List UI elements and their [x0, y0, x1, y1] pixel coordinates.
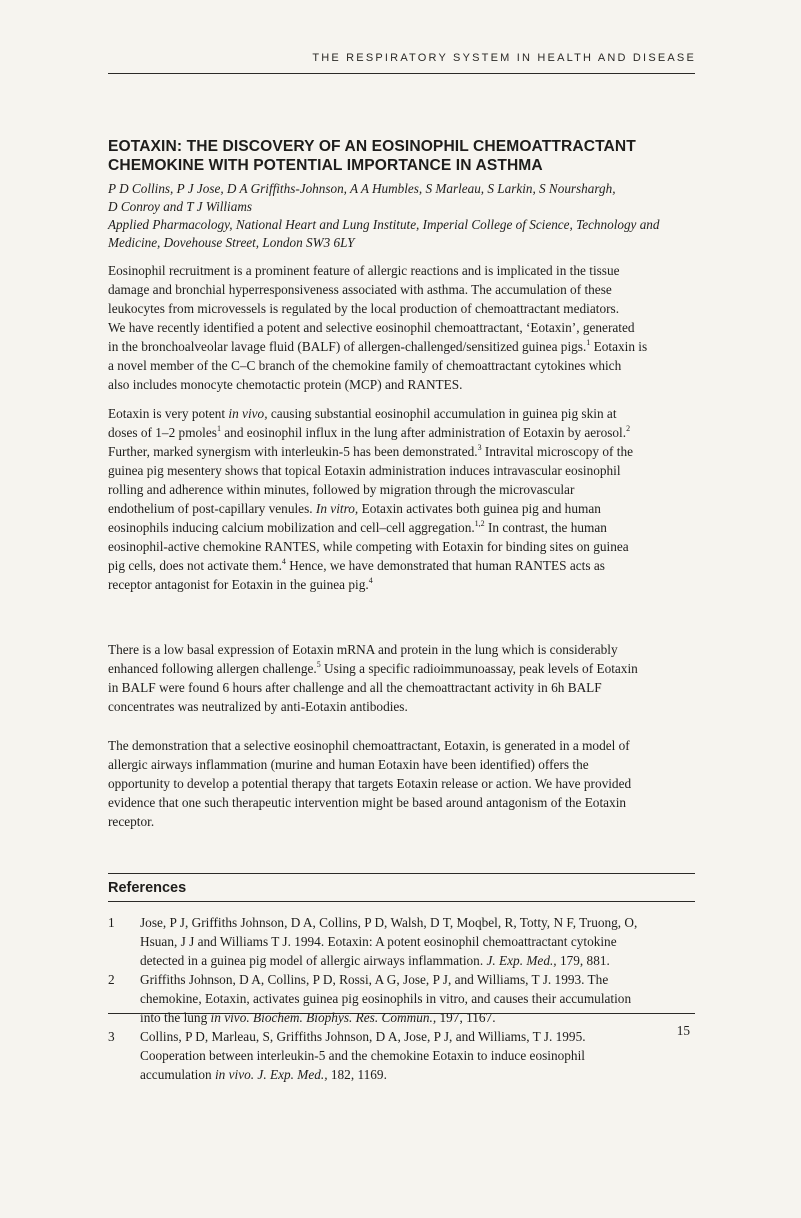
journal-name: in vivo. J. Exp. Med.,: [214, 1067, 328, 1082]
text-line: [108, 575, 708, 594]
text-line: Eosinophil recruitment is a prominent feature of allergic reactions and is implicated in the tissue: [108, 263, 620, 278]
authors-line-1: P D Collins, P J Jose, D A Griffiths-Johnson, A A Humbles, S Marleau, S Larkin, S Nourshargh,: [108, 181, 616, 196]
text-line: Hsuan, J J and Williams T J. 1994. Eotaxin: A potent eosinophil chemoattractant cytokine: [140, 934, 617, 949]
text-span: Further, marked synergism with interleukin-5 has been demonstrated.: [108, 444, 478, 459]
affiliation-line-2: Medicine, Dovehouse Street, London SW3 6LY: [108, 235, 355, 250]
text-line: receptor.: [108, 814, 155, 829]
text-line: [108, 499, 708, 518]
author-block: [108, 180, 708, 252]
references-heading-rule: [108, 901, 695, 902]
text-span: Hence, we have demonstrated that human RANTES acts as: [285, 558, 605, 573]
text-line: Cooperation between interleukin-5 and the chemokine Eotaxin to induce eosinophil: [140, 1048, 585, 1063]
text-span: doses of 1–2 pmoles: [108, 425, 217, 440]
footer-rule: [108, 1013, 695, 1014]
text-span: Using a specific radioimmunoassay, peak levels of Eotaxin: [320, 661, 638, 676]
italic-term: In vitro,: [315, 501, 359, 516]
citation-superscript: 4: [368, 576, 373, 585]
text-line: [140, 1008, 708, 1027]
text-line: rolling and adherence within minutes, followed by migration through the microvascular: [108, 482, 575, 497]
text-line: in BALF were found 6 hours after challenge and all the chemoattractant activity in 6h BALF: [108, 680, 602, 695]
authors-line-2: D Conroy and T J Williams: [108, 199, 252, 214]
text-line: guinea pig mesentery shows that topical Eotaxin administration induces intravascular eosinophil: [108, 463, 621, 478]
citation-superscript: 1: [216, 424, 221, 433]
text-span: endothelium of post-capillary venules.: [108, 501, 316, 516]
reference-item: [108, 1027, 708, 1084]
text-span: in the bronchoalveolar lavage fluid (BALF) of allergen-challenged/sensitized guinea pigs.: [108, 339, 587, 354]
text-line: [108, 659, 708, 678]
citation-superscript: 2: [626, 424, 631, 433]
references-heading: References: [108, 880, 187, 896]
text-line: [108, 442, 708, 461]
text-span: enhanced following allergen challenge.: [108, 661, 317, 676]
reference-list: [108, 913, 708, 1084]
text-span: 197, 1167.: [436, 1010, 496, 1025]
text-line: [140, 1065, 708, 1084]
text-line: The demonstration that a selective eosinophil chemoattractant, Eotaxin, is generated in a model of: [108, 738, 630, 753]
text-line: There is a low basal expression of Eotaxin mRNA and protein in the lung which is considerably: [108, 642, 618, 657]
references-top-rule: [108, 873, 695, 874]
citation-superscript: 1: [586, 338, 591, 347]
text-span: 179, 881.: [556, 953, 610, 968]
text-line: [140, 951, 708, 970]
text-line: [108, 518, 708, 537]
text-line: opportunity to develop a potential therapy that targets Eotaxin release or action. We have provided: [108, 776, 632, 791]
text-line: [108, 404, 708, 423]
journal-name: J. Exp. Med.,: [486, 953, 557, 968]
italic-term: in vivo,: [228, 406, 268, 421]
paragraph-1: [108, 261, 708, 394]
text-span: Eotaxin is very potent: [108, 406, 229, 421]
text-span: 182, 1169.: [327, 1067, 387, 1082]
text-span: and eosinophil influx in the lung after administration of Eotaxin by aerosol.: [220, 425, 627, 440]
text-line: [108, 337, 708, 356]
text-line: Jose, P J, Griffiths Johnson, D A, Collins, P D, Walsh, D T, Moqbel, R, Totty, N F, Truong, O,: [140, 915, 638, 930]
reference-number: 3: [108, 1029, 115, 1044]
text-line: Collins, P D, Marleau, S, Griffiths Johnson, D A, Jose, P J, and Williams, T J. 1995.: [140, 1029, 586, 1044]
paragraph-2: [108, 404, 708, 594]
text-span: Eotaxin activates both guinea pig and human: [358, 501, 601, 516]
citation-superscript: 5: [316, 660, 321, 669]
text-span: causing substantial eosinophil accumulation in guinea pig skin at: [267, 406, 617, 421]
journal-name: in vivo. Biochem. Biophys. Res. Commun.,: [210, 1010, 437, 1025]
reference-number: 1: [108, 915, 115, 930]
text-span: Eotaxin is: [590, 339, 648, 354]
text-span: receptor antagonist for Eotaxin in the guinea pig.: [108, 577, 369, 592]
text-span: In contrast, the human: [484, 520, 607, 535]
reference-number: 2: [108, 972, 115, 987]
text-line: [108, 556, 708, 575]
article-title: [108, 137, 698, 175]
text-line: [108, 423, 708, 442]
page-number: 15: [676, 1023, 690, 1038]
text-span: Intravital microscopy of the: [481, 444, 633, 459]
text-line: eosinophil-active chemokine RANTES, while competing with Eotaxin for binding sites on guinea: [108, 539, 629, 554]
text-span: eosinophils inducing calcium mobilization and cell–cell aggregation.: [108, 520, 475, 535]
text-line: also includes monocyte chemotactic protein (MCP) and RANTES.: [108, 377, 463, 392]
text-line: chemokine, Eotaxin, activates guinea pig eosinophils in vitro, and causes their accumulation: [140, 991, 632, 1006]
reference-item: [108, 913, 708, 970]
title-line-2: CHEMOKINE WITH POTENTIAL IMPORTANCE IN ASTHMA: [108, 157, 543, 174]
text-line: Griffiths Johnson, D A, Collins, P D, Rossi, A G, Jose, P J, and Williams, T J. 1993. The: [140, 972, 609, 987]
text-line: concentrates was neutralized by anti-Eotaxin antibodies.: [108, 699, 408, 714]
citation-superscript: 1,2: [474, 519, 485, 528]
text-span: detected in a guinea pig model of allergic airways inflammation.: [140, 953, 487, 968]
running-head: THE RESPIRATORY SYSTEM IN HEALTH AND DISEASE: [312, 52, 696, 64]
paragraph-4: [108, 736, 708, 831]
text-span: pig cells, does not activate them.: [108, 558, 282, 573]
text-span: into the lung: [140, 1010, 211, 1025]
header-rule: [108, 73, 695, 74]
text-line: damage and bronchial hyperresponsiveness associated with asthma. The accumulation of these: [108, 282, 612, 297]
text-line: leukocytes from microvessels is regulated by the local production of chemoattractant mediators.: [108, 301, 620, 316]
text-line: a novel member of the C–C branch of the chemokine family of chemoattractant cytokines which: [108, 358, 622, 373]
citation-superscript: 4: [281, 557, 286, 566]
reference-item: [108, 970, 708, 1027]
text-line: allergic airways inflammation (murine and human Eotaxin have been identified) offers the: [108, 757, 589, 772]
text-span: accumulation: [140, 1067, 215, 1082]
affiliation-line-1: Applied Pharmacology, National Heart and Lung Institute, Imperial College of Science, Technology and: [108, 217, 660, 232]
citation-superscript: 3: [477, 443, 482, 452]
text-line: evidence that one such therapeutic intervention might be based around antagonism of the Eotaxin: [108, 795, 627, 810]
title-line-1: EOTAXIN: THE DISCOVERY OF AN EOSINOPHIL CHEMOATTRACTANT: [108, 138, 636, 155]
text-line: We have recently identified a potent and selective eosinophil chemoattractant, ‘Eotaxin’, generated: [108, 320, 635, 335]
paragraph-3: [108, 640, 708, 716]
